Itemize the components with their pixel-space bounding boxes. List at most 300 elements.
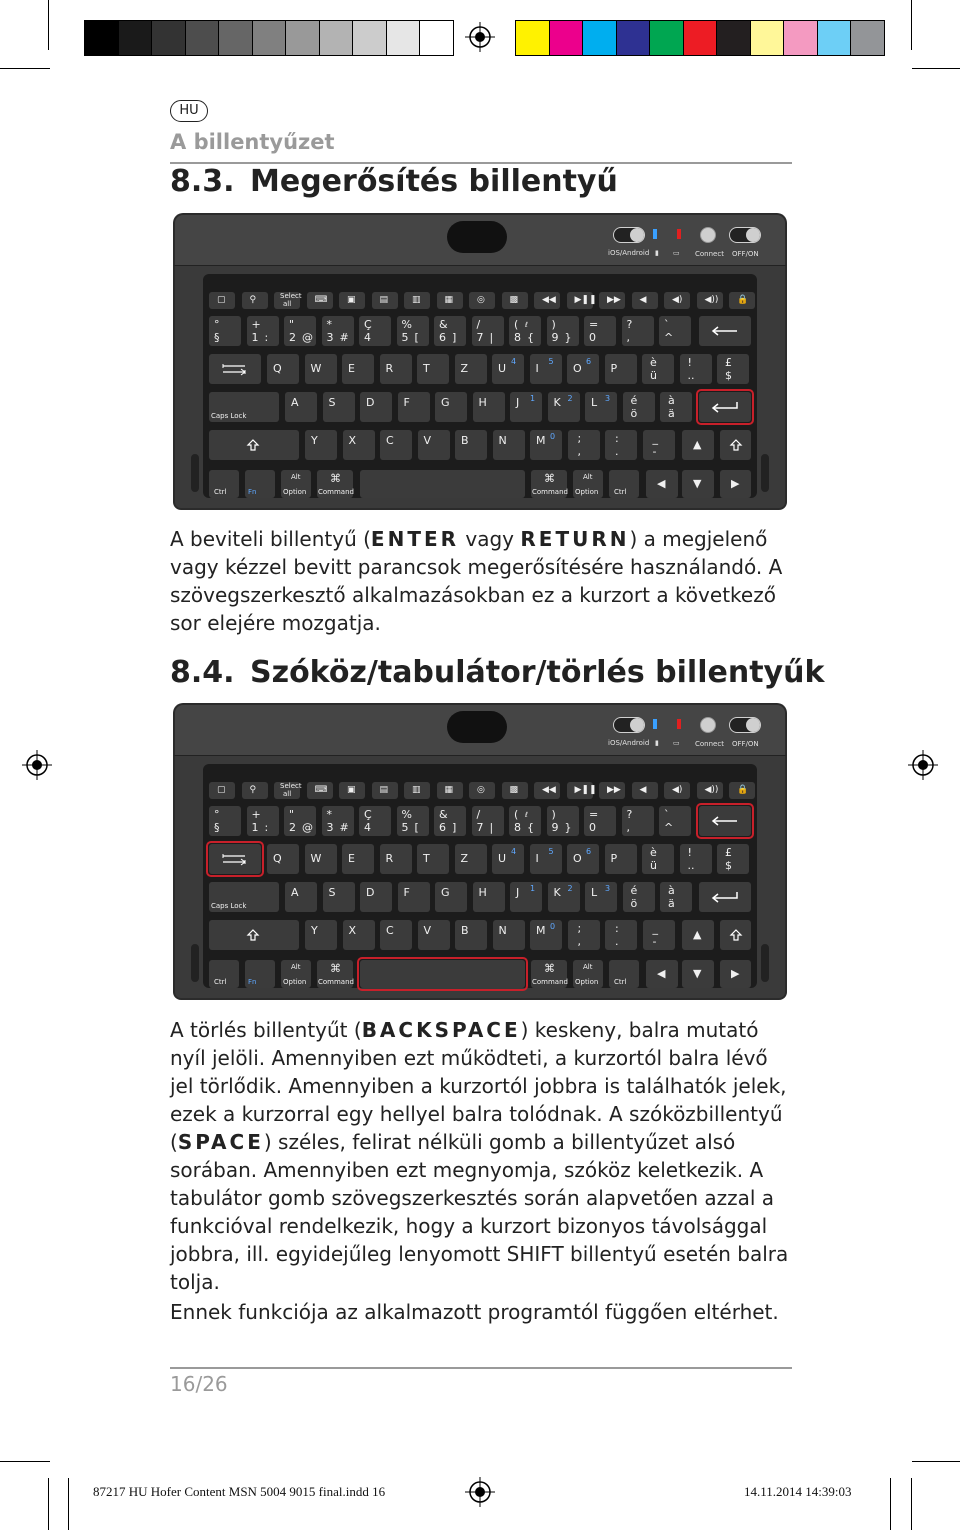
cut-icon bbox=[404, 782, 430, 799]
key-letter-label: S bbox=[328, 886, 336, 899]
search-icon: ⚲ bbox=[249, 295, 257, 305]
key-letter-label: D bbox=[366, 396, 375, 409]
key-top-symbol: à bbox=[668, 884, 675, 897]
keyboard-icon bbox=[307, 782, 333, 799]
key-top-symbol: ) bbox=[551, 318, 556, 331]
key-bottom-symbol: 9 bbox=[551, 331, 559, 344]
footer-divider bbox=[170, 1367, 792, 1369]
key-bottom-symbol: - bbox=[652, 445, 657, 458]
copy-icon: ▣ bbox=[347, 295, 356, 305]
key-numpad-label: 2 bbox=[567, 884, 573, 893]
select-all-key bbox=[274, 292, 300, 309]
key-letter bbox=[418, 430, 450, 460]
key-letter bbox=[267, 844, 299, 874]
key-num bbox=[397, 806, 429, 836]
color-swatch bbox=[851, 21, 884, 55]
volume-down-icon bbox=[664, 782, 690, 799]
key-letter bbox=[605, 844, 637, 874]
rewind-icon bbox=[534, 782, 560, 799]
key-letter-label: J bbox=[516, 886, 520, 899]
registration-target-icon bbox=[908, 750, 938, 780]
label-command: Command bbox=[318, 488, 354, 496]
arrow-left-icon bbox=[711, 325, 739, 337]
color-swatch-bar bbox=[515, 20, 885, 56]
speaker-grille bbox=[447, 221, 507, 253]
key-letter bbox=[492, 844, 524, 874]
key-letter-label: W bbox=[310, 362, 322, 375]
color-swatch bbox=[717, 21, 751, 55]
key-letter-label: E bbox=[348, 362, 355, 375]
key-letter bbox=[680, 354, 712, 384]
shift-right-key bbox=[720, 920, 751, 950]
key-bottom-symbol: 7 bbox=[476, 821, 484, 834]
label-caps-lock: Caps Lock bbox=[211, 412, 247, 420]
key-numpad-label: 0 bbox=[550, 922, 556, 931]
keyboard-body bbox=[173, 265, 787, 510]
option-key-right bbox=[573, 960, 603, 988]
shift-left-key bbox=[209, 920, 299, 950]
color-swatch bbox=[353, 21, 387, 55]
key-letter bbox=[605, 920, 637, 950]
color-swatch bbox=[583, 21, 617, 55]
key-num bbox=[322, 316, 354, 346]
key-letter-label: V bbox=[423, 434, 432, 447]
key-bottom-symbol: , bbox=[577, 445, 581, 458]
volume-up-icon: ◀)) bbox=[704, 785, 719, 795]
key-alt-symbol: ℓ bbox=[525, 321, 528, 329]
key-letter-label: X bbox=[348, 924, 357, 937]
ctrl-key-right bbox=[609, 470, 639, 498]
key-letter-label: I bbox=[535, 852, 539, 865]
key-num bbox=[284, 316, 316, 346]
key-bottom-symbol: , bbox=[626, 821, 630, 834]
indicator-led-red bbox=[677, 719, 681, 729]
key-top-symbol: + bbox=[251, 808, 261, 821]
print-slug-file: 87217 HU Hofer Content MSN 5004 9015 final.indd 16 bbox=[93, 1484, 386, 1499]
key-top-symbol: / bbox=[476, 318, 481, 331]
enter-key bbox=[699, 882, 751, 912]
key-letter bbox=[455, 430, 487, 460]
key-bottom-symbol: ü bbox=[650, 369, 657, 382]
key-letter-label: G bbox=[441, 886, 450, 899]
arrow-up-icon: ▲ bbox=[693, 928, 702, 941]
trash-icon: ▦ bbox=[444, 295, 454, 305]
key-letter bbox=[642, 354, 674, 384]
label-fn: Fn bbox=[248, 978, 257, 986]
color-swatch bbox=[650, 21, 684, 55]
label-option: Option bbox=[283, 978, 307, 986]
key-alt-symbol: ℓ bbox=[525, 811, 528, 819]
crop-mark bbox=[911, 0, 912, 50]
key-letter bbox=[585, 392, 617, 422]
label-option: Option bbox=[575, 488, 599, 496]
text: A beviteli billentyű ( bbox=[170, 527, 371, 551]
key-top-symbol: _ bbox=[652, 922, 658, 935]
key-top-symbol: é bbox=[630, 884, 638, 897]
key-numpad-label: 2 bbox=[567, 394, 573, 403]
key-num bbox=[472, 806, 504, 836]
key-top-symbol: ! bbox=[687, 356, 692, 369]
volume-up-icon bbox=[697, 782, 723, 799]
label-alt: Alt bbox=[583, 963, 593, 971]
color-swatch bbox=[550, 21, 584, 55]
key-bottom-symbol: 6 bbox=[439, 331, 446, 344]
bluetooth-icon: ▭ bbox=[673, 739, 680, 747]
heading-8-3 bbox=[170, 164, 618, 199]
label-ios-android: iOS/Android bbox=[608, 739, 650, 747]
key-letter bbox=[435, 392, 467, 422]
color-swatch bbox=[617, 21, 651, 55]
screen-lock-icon bbox=[209, 292, 235, 309]
ctrl-key bbox=[209, 470, 239, 498]
arrow-down-key bbox=[682, 960, 714, 988]
key-num bbox=[247, 316, 279, 346]
key-top-symbol: £ bbox=[725, 846, 732, 859]
key-letter bbox=[660, 882, 692, 912]
key-letter-label: F bbox=[403, 396, 410, 409]
key-top-symbol: + bbox=[251, 318, 261, 331]
shift-left-key bbox=[209, 430, 299, 460]
key-num bbox=[509, 316, 541, 346]
key-num bbox=[247, 806, 279, 836]
paste-icon bbox=[372, 782, 398, 799]
cut-icon bbox=[404, 292, 430, 309]
label-ios-android: iOS/Android bbox=[608, 249, 650, 257]
key-letter-label: W bbox=[310, 852, 322, 865]
bluetooth-icon: ▭ bbox=[673, 249, 680, 257]
key-letter bbox=[530, 844, 562, 874]
key-letter bbox=[380, 920, 412, 950]
arrow-left-key bbox=[646, 960, 678, 988]
key-bottom-symbol: § bbox=[214, 331, 220, 344]
key-letter-label: L bbox=[591, 396, 598, 409]
hinge-left bbox=[191, 454, 199, 492]
fast-forward-icon bbox=[599, 782, 625, 799]
backspace-key bbox=[699, 316, 751, 346]
key-top-symbol: ? bbox=[626, 808, 633, 821]
color-swatch bbox=[684, 21, 718, 55]
key-top-symbol: è bbox=[650, 356, 657, 369]
label-command: Command bbox=[318, 978, 354, 986]
paragraph-backspace-space-tab bbox=[170, 1016, 795, 1326]
key-letter-label: P bbox=[610, 852, 618, 865]
screenshot-icon: ▩ bbox=[509, 295, 519, 305]
key-letter-label: R bbox=[385, 362, 394, 375]
search-icon bbox=[242, 292, 268, 309]
paste-icon: ▤ bbox=[379, 295, 389, 305]
cut-icon: ▥ bbox=[412, 295, 421, 305]
screen-lock-icon: ▢ bbox=[217, 785, 226, 795]
command-icon: ⌘ bbox=[330, 472, 341, 485]
key-letter bbox=[380, 844, 412, 874]
key-top-symbol: & bbox=[439, 318, 448, 331]
keyboard-body bbox=[173, 755, 787, 1000]
ctrl-key-right bbox=[609, 960, 639, 988]
key-letter bbox=[492, 354, 524, 384]
key-top-symbol: : bbox=[615, 432, 619, 445]
lock-icon bbox=[729, 782, 755, 799]
option-key bbox=[281, 960, 311, 988]
key-letter bbox=[380, 430, 412, 460]
crop-mark bbox=[911, 1478, 912, 1530]
key-letter-label: I bbox=[535, 362, 539, 375]
key-letter bbox=[530, 354, 562, 384]
key-alt-symbol: ] bbox=[452, 331, 457, 344]
label-caps-lock: Caps Lock bbox=[211, 902, 247, 910]
key-top-symbol: = bbox=[589, 808, 599, 821]
arrow-right-icon: ▶ bbox=[731, 967, 740, 980]
key-alt-symbol: } bbox=[564, 821, 572, 834]
label-all: all bbox=[283, 300, 292, 308]
key-letter bbox=[548, 882, 580, 912]
arrow-up-icon: ▲ bbox=[693, 438, 702, 451]
keyboard-top-panel bbox=[173, 703, 787, 757]
key-top-symbol: ? bbox=[626, 318, 633, 331]
key-letter bbox=[343, 920, 375, 950]
key-letter-label: U bbox=[498, 852, 507, 865]
key-letter-label: C bbox=[386, 434, 394, 447]
key-top-symbol: ( bbox=[514, 318, 519, 331]
label-ctrl: Ctrl bbox=[214, 488, 227, 496]
key-bottom-symbol: 4 bbox=[364, 821, 371, 834]
cut-icon: ▥ bbox=[412, 785, 421, 795]
key-top-symbol: " bbox=[289, 808, 295, 821]
key-numpad-label: 1 bbox=[530, 394, 536, 403]
key-letter bbox=[717, 844, 749, 874]
key-num bbox=[359, 316, 391, 346]
key-top-symbol: ` bbox=[664, 808, 670, 821]
key-letter bbox=[473, 392, 505, 422]
color-swatch bbox=[119, 21, 153, 55]
key-letter bbox=[567, 844, 599, 874]
globe-icon: ◎ bbox=[477, 785, 485, 795]
key-letter bbox=[643, 920, 675, 950]
key-letter bbox=[285, 392, 317, 422]
key-letter bbox=[605, 354, 637, 384]
key-letter bbox=[380, 354, 412, 384]
arrow-right-key bbox=[720, 960, 751, 988]
key-numpad-label: 4 bbox=[511, 847, 517, 856]
command-key-right bbox=[531, 960, 567, 988]
command-key-right bbox=[531, 470, 567, 498]
key-numpad-label: 6 bbox=[586, 847, 592, 856]
heading-text: Megerősítés billentyű bbox=[250, 164, 618, 199]
key-bottom-symbol: 0 bbox=[589, 821, 596, 834]
key-bottom-symbol: 8 bbox=[514, 331, 521, 344]
text: ) széles, felirat nélküli gomb a billentyűzet alsó sorában. Amennyiben ezt megnyomja, szóköz keletkezik. A tabulátor gomb szövegszerkesztés során alapvetően azzal a funkcióval rendelkezik, hogy a kurzort bizonyos távolsággal jobbra, ill. egyidejűleg lenyomott SHIFT billentyű esetén balra tolja. bbox=[170, 1130, 789, 1294]
key-bottom-symbol: 2 bbox=[289, 821, 296, 834]
key-letter-label: N bbox=[498, 434, 507, 447]
key-name-return: RETURN bbox=[520, 527, 630, 551]
crop-mark bbox=[0, 1461, 50, 1462]
arrow-down-icon: ▼ bbox=[693, 967, 702, 980]
hinge-right bbox=[761, 944, 769, 982]
return-arrow-icon bbox=[711, 891, 739, 903]
key-letter bbox=[660, 392, 692, 422]
color-swatch bbox=[152, 21, 186, 55]
key-letter bbox=[323, 882, 355, 912]
key-top-symbol: ; bbox=[577, 432, 582, 445]
arrow-down-key bbox=[682, 470, 714, 498]
key-letter-label: L bbox=[591, 886, 598, 899]
key-letter bbox=[305, 844, 337, 874]
command-key bbox=[317, 470, 353, 498]
key-bottom-symbol: ä bbox=[668, 407, 675, 420]
label-off-on: OFF/ON bbox=[732, 740, 759, 748]
key-letter-label: H bbox=[478, 396, 487, 409]
option-key-right bbox=[573, 470, 603, 498]
key-letter bbox=[360, 392, 392, 422]
key-area bbox=[203, 274, 757, 498]
arrow-right-icon: ▶ bbox=[731, 477, 740, 490]
key-letter bbox=[493, 920, 525, 950]
key-name-enter: ENTER bbox=[370, 527, 460, 551]
command-icon: ⌘ bbox=[330, 962, 341, 975]
copy-icon bbox=[339, 782, 365, 799]
highlight-frame bbox=[357, 957, 528, 991]
indicator-led-red bbox=[677, 229, 681, 239]
key-letter bbox=[435, 882, 467, 912]
play-pause-icon: ▶❚❚ bbox=[574, 295, 597, 305]
power-switch bbox=[729, 717, 761, 733]
command-key bbox=[317, 960, 353, 988]
mute-icon bbox=[632, 292, 658, 309]
key-letter bbox=[548, 392, 580, 422]
crop-mark bbox=[0, 68, 50, 69]
fn-key bbox=[245, 470, 275, 498]
key-letter bbox=[642, 844, 674, 874]
indicator-led-blue bbox=[653, 719, 657, 729]
arrow-left-icon: ◀ bbox=[657, 967, 666, 980]
key-top-symbol: è bbox=[650, 846, 657, 859]
crop-mark bbox=[48, 0, 49, 50]
crop-mark bbox=[912, 68, 960, 69]
key-alt-symbol: ] bbox=[452, 821, 457, 834]
text: A törlés billentyűt ( bbox=[170, 1018, 362, 1042]
key-letter-label: F bbox=[403, 886, 410, 899]
color-swatch bbox=[516, 21, 550, 55]
globe-icon bbox=[469, 292, 495, 309]
label-ctrl: Ctrl bbox=[214, 978, 227, 986]
space-bar bbox=[360, 470, 525, 498]
rewind-icon bbox=[534, 292, 560, 309]
key-top-symbol: & bbox=[439, 808, 448, 821]
key-letter bbox=[530, 430, 562, 460]
key-num bbox=[434, 806, 466, 836]
os-switch bbox=[613, 717, 645, 733]
keyboard-illustration-enter bbox=[173, 213, 785, 509]
key-letter bbox=[417, 354, 449, 384]
paragraph-note: Ennek funkciója az alkalmazott programtól függően eltérhet. bbox=[170, 1300, 779, 1324]
registration-target-icon bbox=[465, 22, 495, 52]
key-alt-symbol: : bbox=[264, 331, 269, 344]
highlight-frame bbox=[696, 803, 754, 839]
key-num bbox=[209, 316, 241, 346]
label-all: all bbox=[283, 790, 292, 798]
os-switch bbox=[613, 227, 645, 243]
key-alt-symbol: : bbox=[264, 821, 269, 834]
key-letter bbox=[323, 392, 355, 422]
screenshot-icon bbox=[502, 292, 528, 309]
text: ) a megjelenő vagy kézzel bevitt parancsok megerősítésére használandó. A szövegszerkesztő alkalmazásokban ez a kurzort a következő sor elejére mozgatja. bbox=[170, 527, 783, 635]
key-letter-label: O bbox=[573, 852, 582, 865]
key-letter-label: S bbox=[328, 396, 336, 409]
key-letter-label: G bbox=[441, 396, 450, 409]
key-name-backspace: BACKSPACE bbox=[361, 1018, 521, 1042]
key-top-symbol: * bbox=[326, 318, 332, 331]
caps-lock-key bbox=[209, 392, 279, 422]
key-bottom-symbol: ^ bbox=[664, 821, 674, 834]
key-num bbox=[659, 316, 691, 346]
key-letter bbox=[585, 882, 617, 912]
shift-arrow-icon bbox=[247, 929, 259, 941]
arrow-left-key bbox=[646, 470, 678, 498]
key-alt-symbol: { bbox=[527, 331, 534, 344]
keyboard-illustration-space-tab-backspace bbox=[173, 703, 785, 999]
arrow-left-icon: ◀ bbox=[657, 477, 666, 490]
mute-icon: ◀ bbox=[639, 785, 647, 795]
fast-forward-icon bbox=[599, 292, 625, 309]
search-icon bbox=[242, 782, 268, 799]
color-swatch bbox=[420, 21, 453, 55]
key-bottom-symbol: 6 bbox=[439, 821, 446, 834]
command-icon: ⌘ bbox=[544, 472, 555, 485]
key-alt-symbol: [ bbox=[414, 821, 419, 834]
key-numpad-label: 4 bbox=[511, 357, 517, 366]
key-letter-label: M bbox=[536, 924, 546, 937]
heading-number: 8.4. bbox=[170, 655, 235, 690]
label-ctrl: Ctrl bbox=[614, 978, 627, 986]
heading-number: 8.3. bbox=[170, 164, 235, 199]
trash-icon bbox=[437, 292, 463, 309]
play-pause-icon: ▶❚❚ bbox=[574, 785, 597, 795]
key-numpad-label: 1 bbox=[530, 884, 536, 893]
crop-mark bbox=[912, 1461, 960, 1462]
color-swatch bbox=[387, 21, 421, 55]
key-letter-label: H bbox=[478, 886, 487, 899]
key-letter-label: Z bbox=[460, 362, 469, 375]
key-letter bbox=[342, 354, 374, 384]
indicator-led-blue bbox=[653, 229, 657, 239]
key-letter bbox=[360, 882, 392, 912]
key-num bbox=[547, 806, 579, 836]
key-bottom-symbol: § bbox=[214, 821, 220, 834]
key-bottom-symbol: 8 bbox=[514, 821, 521, 834]
caps-lock-key bbox=[209, 882, 279, 912]
key-num bbox=[397, 316, 429, 346]
key-bottom-symbol: 1 bbox=[251, 331, 259, 344]
key-bottom-symbol: .. bbox=[687, 859, 695, 872]
label-alt: Alt bbox=[291, 473, 301, 481]
key-numpad-label: 3 bbox=[605, 394, 611, 403]
key-numpad-label: 5 bbox=[548, 357, 554, 366]
fast-forward-icon: ▶▶ bbox=[607, 785, 621, 795]
hinge-right bbox=[761, 454, 769, 492]
key-letter-label: Y bbox=[311, 434, 318, 447]
key-top-symbol: ` bbox=[664, 318, 670, 331]
paste-icon bbox=[372, 292, 398, 309]
key-bottom-symbol: 5 bbox=[401, 331, 409, 344]
key-num bbox=[209, 806, 241, 836]
key-alt-symbol: # bbox=[339, 821, 349, 834]
screenshot-icon bbox=[502, 782, 528, 799]
key-alt-symbol: # bbox=[339, 331, 349, 344]
heading-8-4 bbox=[170, 655, 824, 690]
ctrl-key bbox=[209, 960, 239, 988]
key-bottom-symbol: , bbox=[626, 331, 630, 344]
hinge-left bbox=[191, 944, 199, 982]
label-option: Option bbox=[575, 978, 599, 986]
